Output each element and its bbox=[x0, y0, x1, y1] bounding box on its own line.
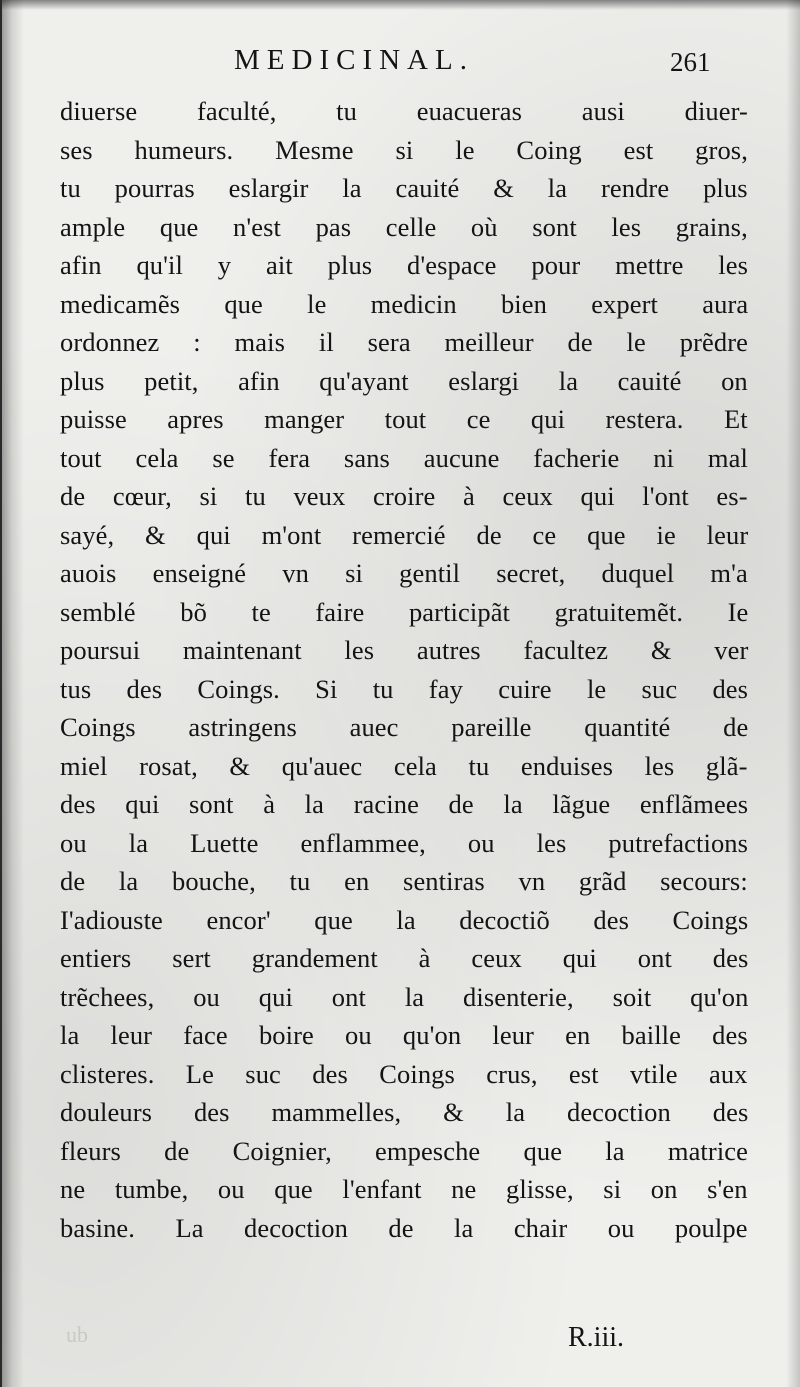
text-line: ample que n'est pas celle où sont les grains, bbox=[60, 211, 748, 242]
text-line: tu pourras eslargir la cauité & la rendre plus bbox=[60, 173, 748, 203]
text-line: poursui maintenant les autres facultez & ver bbox=[60, 635, 749, 665]
text-line: diuerse faculté, tu euacueras ausi diuer- bbox=[60, 96, 748, 126]
text-line: Coings astringens auec pareille quantité de bbox=[60, 712, 749, 742]
text-line: sayé, & qui m'ont remercié de ce que ie leur bbox=[60, 519, 749, 550]
text-line: miel rosat, & qu'auec cela tu enduises les glã- bbox=[60, 750, 748, 781]
text-line: douleurs des mammelles, & la decoction des bbox=[60, 1097, 749, 1127]
text-line: tus des Coings. Si tu fay cuire le suc des bbox=[60, 673, 749, 704]
text-line: ordonnez : mais il sera meilleur de le prẽdre bbox=[60, 327, 749, 357]
page-number: 261 bbox=[670, 47, 711, 77]
text-line: clisteres. Le suc des Coings crus, est vtile aux bbox=[60, 1058, 748, 1089]
text-line: ou la Luette enflammee, ou les putrefactions bbox=[60, 827, 749, 858]
text-line: basine. La decoction de la chair ou poulpe bbox=[60, 1212, 748, 1243]
text-line: de cœur, si tu veux croire à ceux qui l'ont es- bbox=[60, 481, 748, 511]
signature-mark: R.iii. bbox=[568, 1322, 625, 1353]
show-through-mark: ub bbox=[66, 1322, 88, 1347]
text-line: tout cela se fera sans aucune facherie ni mal bbox=[60, 442, 748, 473]
text-line: entiers sert grandement à ceux qui ont des bbox=[60, 943, 749, 973]
text-line: semblé bõ te faire participãt gratuitemẽt. Ie bbox=[60, 596, 749, 627]
text-line: des qui sont à la racine de la lãgue enflãmees bbox=[60, 789, 749, 819]
page-header bbox=[2, 36, 800, 84]
text-line: ne tumbe, ou que l'enfant ne glisse, si on s'en bbox=[60, 1174, 748, 1204]
text-line: afin qu'il y ait plus d'espace pour mettre les bbox=[60, 250, 749, 280]
text-line: puisse apres manger tout ce qui restera. Et bbox=[60, 404, 748, 434]
text-line: de la bouche, tu en sentiras vn grãd secours: bbox=[60, 866, 748, 896]
running-head: MEDICINAL. bbox=[234, 44, 474, 76]
text-line: la leur face boire ou qu'on leur en baille des bbox=[60, 1020, 748, 1050]
text-line: I'adiouste encor' que la decoctiõ des Coings bbox=[60, 904, 749, 935]
text-line: fleurs de Coignier, empesche que la matrice bbox=[60, 1135, 749, 1166]
text-line: ses humeurs. Mesme si le Coing est gros, bbox=[60, 134, 748, 165]
text-line: plus petit, afin qu'ayant eslargi la cauité on bbox=[60, 365, 748, 396]
body-text bbox=[60, 92, 748, 1247]
text-line: trẽchees, ou qui ont la disenterie, soit qu'on bbox=[60, 981, 749, 1012]
text-line: auois enseigné vn si gentil secret, duquel m'a bbox=[60, 558, 748, 588]
text-line: medicamẽs que le medicin bien expert aura bbox=[60, 288, 749, 319]
